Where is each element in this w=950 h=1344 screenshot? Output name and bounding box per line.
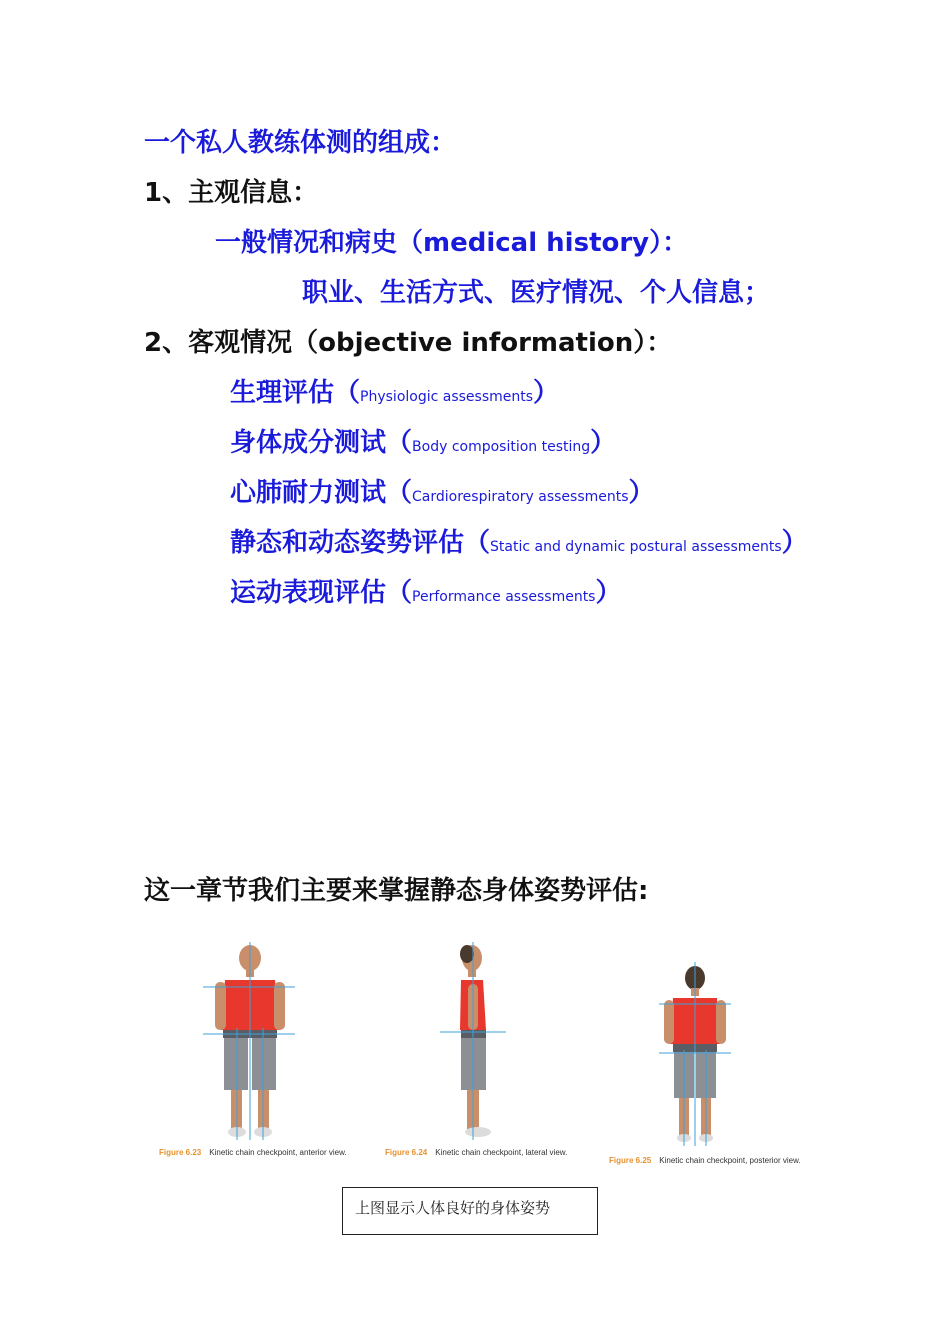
assessment-item: 静态和动态姿势评估（Static and dynamic postural assessments）	[230, 528, 808, 558]
assessment-item: 心肺耐力测试（Cardiorespiratory assessments）	[230, 478, 655, 508]
figure-caption-text: Kinetic chain checkpoint, anterior view.	[209, 1148, 347, 1157]
assessment-en: Static and dynamic postural assessments	[490, 539, 782, 555]
posture-figure-anterior	[195, 938, 305, 1144]
assessment-en: Cardiorespiratory assessments	[412, 489, 629, 505]
assessment-en: Performance assessments	[412, 589, 596, 605]
figure-caption	[159, 1148, 347, 1157]
figure-number: Figure 6.25	[609, 1156, 652, 1165]
assessment-en: Physiologic assessments	[360, 389, 534, 405]
assessment-en: Body composition testing	[412, 439, 591, 455]
section2-title: 2、客观情况（objective information）：	[144, 328, 673, 358]
figure-caption	[385, 1148, 567, 1157]
figure-caption-text: Kinetic chain checkpoint, posterior view.	[659, 1156, 801, 1165]
assessment-zh: 生理评估	[230, 378, 335, 408]
assessment-zh: 运动表现评估	[230, 578, 387, 608]
figure-number: Figure 6.24	[385, 1148, 428, 1157]
assessment-zh: 心肺耐力测试	[230, 478, 387, 508]
section1-title: 1、主观信息：	[144, 178, 319, 208]
section1-subtitle: 一般情况和病史（medical history）：	[215, 228, 689, 258]
posture-figure-lateral	[430, 938, 520, 1144]
figure-caption	[609, 1156, 801, 1165]
assessment-item: 运动表现评估（Performance assessments）	[230, 578, 622, 608]
assessment-item: 身体成分测试（Body composition testing）	[230, 428, 617, 458]
figure-number: Figure 6.23	[159, 1148, 202, 1157]
posture-figure-posterior	[655, 960, 735, 1150]
page-heading: 一个私人教练体测的组成：	[144, 128, 457, 158]
section1-items: 职业、生活方式、医疗情况、个人信息；	[302, 278, 771, 308]
posture-note-box: 上图显示人体良好的身体姿势	[342, 1187, 598, 1235]
chapter-focus: 这一章节我们主要来掌握静态身体姿势评估:	[144, 876, 649, 906]
assessment-item: 生理评估（Physiologic assessments）	[230, 378, 560, 408]
assessment-zh: 身体成分测试	[230, 428, 387, 458]
figure-caption-text: Kinetic chain checkpoint, lateral view.	[435, 1148, 568, 1157]
assessment-zh: 静态和动态姿势评估	[230, 528, 465, 558]
